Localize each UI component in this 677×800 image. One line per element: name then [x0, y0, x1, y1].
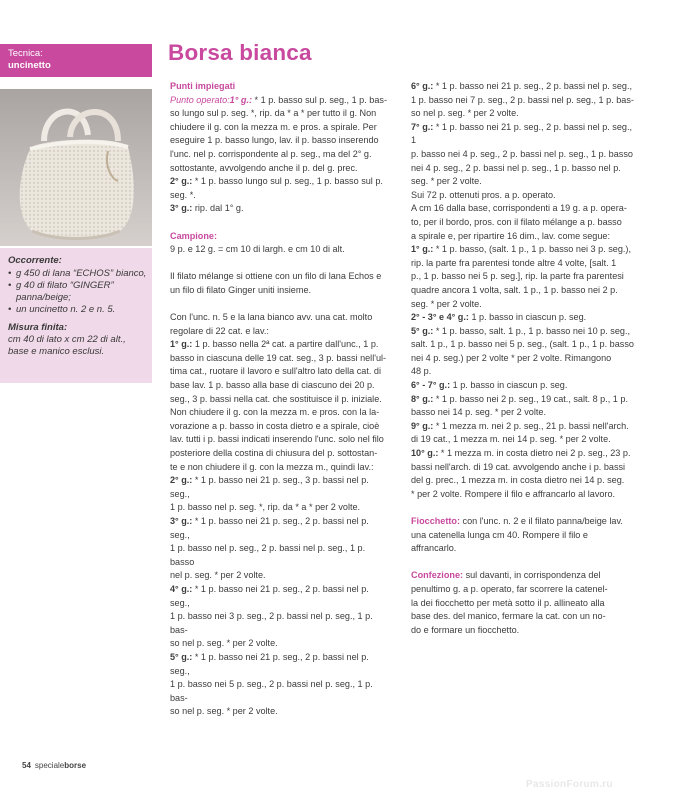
- step-text: sottostante, avvolgendo anche il p. del g. prec.: [170, 162, 358, 173]
- bag-photo: [0, 89, 152, 246]
- step-text: * 1 mezza m. in costa dietro nei 2 p. seg., 23 p.: [438, 448, 631, 459]
- instruction-line: [411, 202, 635, 216]
- step-text: * 1 p. basso lungo sul p. seg., 1 p. basso sul p. seg. *.: [170, 176, 383, 200]
- step-text: seg. * per 2 volte.: [411, 176, 482, 187]
- tecnica-box: [0, 44, 152, 77]
- instruction-line: [411, 461, 635, 475]
- instruction-line: [170, 610, 390, 637]
- step-text: del g. prec., 1 mezza m. in costa dietro nei 14 p. seg.: [411, 475, 625, 486]
- instruction-line: [411, 230, 635, 244]
- step-text: 1 p. basso nei 3 p. seg., 2 p. bassi nel p. seg., 1 p. bas-: [170, 611, 373, 635]
- instruction-line: [170, 311, 390, 325]
- instruction-line: [170, 542, 390, 569]
- instruction-line: [411, 298, 635, 312]
- instruction-line: [411, 216, 635, 230]
- confezione-text: penultimo g. a p. operato, far scorrere la catenel-: [411, 583, 608, 594]
- step-text: 1 p. basso nei 7 p. seg., 2 p. bassi nel p. seg., 1 p. bas-: [411, 94, 634, 105]
- occorrente-heading: Occorrente:: [8, 255, 62, 266]
- step-text: * 1 p. basso nei 21 p. seg., 3 p. bassi nel p. seg.,: [170, 475, 369, 499]
- step-key: 10° g.:: [411, 448, 439, 459]
- fiocchetto-text: con l'unc. n. 2 e il filato panna/beige lav.: [460, 516, 623, 526]
- step-text: Con l'unc. n. 5 e la lana bianco avv. una cat. molto: [170, 312, 373, 323]
- instruction-line: [411, 433, 635, 447]
- step-text: tima cat., ruotare il lavoro e sull'altro lato della cat. di: [170, 366, 381, 377]
- instruction-line: [170, 583, 390, 610]
- step-text: nei 4 p. seg., 2 p. bassi nel p. seg., 1 p. basso nel p.: [411, 162, 621, 173]
- materials-box: [0, 248, 152, 383]
- instructions-column-1: [170, 80, 390, 719]
- instruction-line: [170, 379, 390, 393]
- step-text: rip. dal 1° g.: [192, 203, 244, 214]
- step-text: * 1 p. basso nei 2 p. seg., 19 cat., salt. 8 p., 1 p.: [433, 393, 628, 404]
- filato-text: Il filato mélange si ottiene con un filo di lana Echos e: [170, 271, 382, 282]
- instruction-line: [170, 474, 390, 501]
- step-key: 1° g.:: [411, 244, 434, 255]
- instruction-line: [170, 637, 390, 651]
- punto-operato-block: [170, 94, 390, 216]
- step-key: 5° g.:: [170, 651, 193, 662]
- punti-heading: Punti impiegati: [170, 81, 236, 91]
- instruction-line: [411, 474, 635, 488]
- step-text: regolare di 22 cat. e lav.:: [170, 325, 269, 336]
- step-text: so nel p. seg. * per 2 volte.: [170, 638, 278, 649]
- step-text: * 1 p. basso nei 21 p. seg., 2 p. bassi nel p. seg.,: [170, 583, 369, 608]
- step-key: 6° g.:: [411, 81, 434, 91]
- misura-heading: Misura finita:: [8, 322, 68, 333]
- confezione-label: Confezione:: [411, 570, 464, 581]
- instruction-line: [411, 379, 635, 393]
- punto-operato-label: Punto operato:: [170, 94, 230, 105]
- step-text: 1 p. basso in ciascun p. seg.: [468, 312, 587, 323]
- instruction-line: [411, 406, 635, 420]
- step-text: vorazione a p. basso in costa dietro e a spirale, cioè: [170, 420, 380, 431]
- step-text: seg., 3 p. bassi nella cat. che sostituisce il p. iniziale.: [170, 393, 382, 404]
- confezione-text: sul davanti, in corrispondenza del: [463, 570, 601, 581]
- instruction-line: [411, 311, 635, 325]
- step-text: 1 p. basso nei 5 p. seg., 2 p. bassi nel p. seg., 1 p. bas-: [170, 679, 373, 703]
- instruction-line: [170, 338, 390, 352]
- step-key: 7° g.:: [411, 121, 434, 132]
- step-text: Non chiudere il g. con la mezza m. e pros. con la la-: [170, 407, 380, 418]
- instruction-line: [170, 406, 390, 420]
- instruction-line: [170, 651, 390, 678]
- footer-brand-prefix: speciale: [34, 761, 65, 770]
- step-key: 1° g.:: [170, 339, 193, 350]
- step-key: 6° - 7° g.:: [411, 380, 451, 391]
- step-text: so lungo sul p. seg. *, rip. da * a * per tutto il g. Non: [170, 108, 377, 119]
- step-text: * 1 p. basso, (salt. 1 p., 1 p. basso nei 3 p. seg.),: [433, 244, 631, 255]
- step-key: 2° g.:: [170, 475, 193, 486]
- instruction-line: [411, 488, 635, 502]
- step-text: l'unc. nel p. corrispondente al p. seg., ma del 2° g.: [170, 148, 372, 159]
- step-text: a spirale e, per ripartire 16 dim., lav. come segue:: [411, 230, 610, 241]
- step-key: 4° g.:: [170, 583, 193, 594]
- step-text: 1 p. basso nella 2ª cat. a partire dall'unc., 1 p.: [192, 339, 379, 350]
- instruction-line: [411, 447, 635, 461]
- watermark: PassionForum.ru: [526, 779, 613, 790]
- step-text: lav. tutti i p. bassi indicati inserendo l'unc. solo nel filo: [170, 434, 384, 445]
- step-key: 3° g.:: [170, 516, 193, 526]
- instruction-line: [170, 433, 390, 447]
- instruction-line: [411, 162, 635, 176]
- step-text: 48 p.: [411, 366, 432, 377]
- page-title: Borsa bianca: [168, 40, 312, 65]
- footer-brand: borse: [64, 761, 87, 770]
- instructions-body: [170, 311, 390, 719]
- instruction-line: [170, 325, 390, 339]
- step-text: 1 p. basso nel p. seg. *, rip. da * a * per 2 volte.: [170, 502, 361, 513]
- step-text: di 19 cat., 1 mezza m. nei 14 p. seg. * per 2 volte.: [411, 434, 611, 445]
- confezione-text: base des. del manico, fermare la cat. con un no-: [411, 611, 606, 622]
- step-text: Sui 72 p. ottenuti pros. a p. operato.: [411, 189, 556, 200]
- instruction-line: [411, 94, 635, 108]
- instruction-line: [170, 461, 390, 475]
- page-number: 54: [22, 761, 31, 770]
- step-text: bassi nell'arch. di 19 cat. avvolgendo anche i p. bassi: [411, 461, 626, 472]
- instruction-line: [411, 393, 635, 407]
- instruction-line: [411, 175, 635, 189]
- instruction-line: [170, 569, 390, 583]
- instructions-body: [411, 80, 635, 501]
- instruction-line: [170, 393, 390, 407]
- instruction-line: [411, 243, 635, 257]
- step-text: nei 4 p. seg.) per 2 volte * per 2 volte. Rimangono: [411, 352, 612, 363]
- step-text: so nel p. seg. * per 2 volte.: [411, 108, 519, 119]
- instruction-line: [411, 420, 635, 434]
- step-text: chiudere il g. con la mezza m. e pros. a spirale. Per: [170, 121, 377, 132]
- confezione-text: do e formare un fiocchetto.: [411, 624, 520, 635]
- material-item: • un uncinetto n. 2 e n. 5.: [8, 304, 148, 316]
- step-text: * 1 mezza m. nei 2 p. seg., 21 p. bassi nell'arch.: [433, 420, 629, 431]
- step-text: to, per il bordo, pros. con il filato mélange a p. basso: [411, 216, 622, 227]
- material-item: • g 40 di filato “GINGER” panna/beige;: [8, 280, 148, 304]
- campione-text: 9 p. e 12 g. = cm 10 di largh. e cm 10 di alt.: [170, 244, 345, 255]
- instruction-line: [170, 501, 390, 515]
- step-key: 3° g.:: [170, 203, 193, 214]
- step-key: 5° g.:: [411, 325, 434, 336]
- step-text: * 1 p. basso sul p. seg., 1 p. bas-: [252, 94, 387, 105]
- instruction-line: [170, 447, 390, 461]
- step-text: p. basso nei 4 p. seg., 2 p. bassi nel p. seg., 1 p. basso: [411, 148, 633, 159]
- instruction-line: [411, 148, 635, 162]
- step-text: so nel p. seg. * per 2 volte.: [170, 706, 278, 717]
- instruction-line: [170, 678, 390, 705]
- page-footer: [22, 761, 86, 770]
- step-text: * 1 p. basso, salt. 1 p., 1 p. basso nei 10 p. seg.,: [433, 325, 630, 336]
- confezione-text: la dei fiocchetto per metà sotto il p. allineato alla: [411, 597, 605, 608]
- instruction-line: [411, 189, 635, 203]
- step-text: seg. * per 2 volte.: [411, 298, 482, 309]
- step-text: quadre ancora 1 volta, salt. 1 p., 1 p. basso nei 2 p.: [411, 284, 618, 295]
- step-key: 2° g.:: [170, 176, 193, 187]
- materials-list: [8, 268, 148, 316]
- material-item: • g 450 di lana “ECHOS” bianco,: [8, 268, 148, 280]
- instruction-line: [411, 365, 635, 379]
- instruction-line: [170, 352, 390, 366]
- step-key: 8° g.:: [411, 393, 434, 404]
- step-text: basso nei 14 p. seg. * per 2 volte.: [411, 407, 546, 418]
- step-text: rip. la parte fra parentesi tonde altre 4 volte, [salt. 1: [411, 257, 617, 268]
- step-text: base lav. 1 p. basso alla base di ciascuno dei 20 p.: [170, 380, 375, 391]
- instruction-line: [170, 515, 390, 542]
- step-text: nel p. seg. * per 2 volte.: [170, 570, 266, 581]
- fiocchetto-text: una catenella lunga cm 40. Rompere il filo e affrancarlo.: [411, 529, 588, 554]
- tecnica-label: Tecnica:: [8, 48, 43, 59]
- step-text: 1 p. basso in ciascun p. seg.: [450, 380, 568, 391]
- step-text: eseguire 1 p. basso lungo, lav. il p. basso inserendo: [170, 135, 379, 146]
- tecnica-value: uncinetto: [8, 60, 51, 71]
- step-text: * 1 p. basso nei 21 p. seg., 2 p. bassi nel p. seg.,: [433, 81, 633, 91]
- campione-heading: Campione:: [170, 230, 217, 241]
- step-text: p., 1 p. basso nei 5 p. seg.], rip. la parte fra parentesi: [411, 271, 624, 282]
- instruction-line: [411, 325, 635, 339]
- instruction-line: [411, 270, 635, 284]
- step-key: 9° g.:: [411, 420, 434, 431]
- step-text: * 1 p. basso nei 21 p. seg., 2 p. bassi nel p. seg., 1: [411, 121, 633, 146]
- step-text: basso in ciascuna delle 19 cat. seg., 3 p. bassi nell'ul-: [170, 352, 387, 363]
- instruction-line: [411, 338, 635, 352]
- step-text: 1 p. basso nel p. seg., 2 p. bassi nel p. seg., 1 p. basso: [170, 543, 366, 567]
- instruction-line: [170, 365, 390, 379]
- instruction-line: [411, 121, 635, 148]
- instruction-line: [411, 80, 635, 94]
- instruction-line: [411, 257, 635, 271]
- step-text: salt. 1 p., 1 p. basso nei 5 p. seg., (salt. 1 p., 1 p. basso: [411, 339, 634, 350]
- instruction-line: [411, 352, 635, 366]
- instruction-line: [411, 107, 635, 121]
- misura-text: cm 40 di lato x cm 22 di alt., base e manico esclusi.: [8, 334, 126, 357]
- step-text: posteriore della costina di chiusura del p. sottostan-: [170, 448, 378, 459]
- fiocchetto-label: Fiocchetto:: [411, 516, 461, 526]
- step-key: 1° g.:: [229, 94, 253, 105]
- step-text: te e non chiudere il g. con la mezza m., quindi lav.:: [170, 461, 374, 472]
- step-text: * per 2 volte. Rompere il filo e affrancarlo al lavoro.: [411, 488, 616, 499]
- instruction-line: [411, 284, 635, 298]
- step-text: A cm 16 dalla base, corrispondenti a 19 g. a p. opera-: [411, 203, 627, 214]
- instruction-line: [170, 705, 390, 719]
- filato-text: un filo di filato Ginger uniti insieme.: [170, 284, 312, 295]
- instructions-column-2: [411, 80, 635, 637]
- step-text: * 1 p. basso nei 21 p. seg., 2 p. bassi nel p. seg.,: [170, 516, 369, 540]
- step-text: * 1 p. basso nei 21 p. seg., 2 p. bassi nel p. seg.,: [170, 651, 369, 676]
- instruction-line: [170, 420, 390, 434]
- step-key: 2° - 3° e 4° g.:: [411, 312, 469, 323]
